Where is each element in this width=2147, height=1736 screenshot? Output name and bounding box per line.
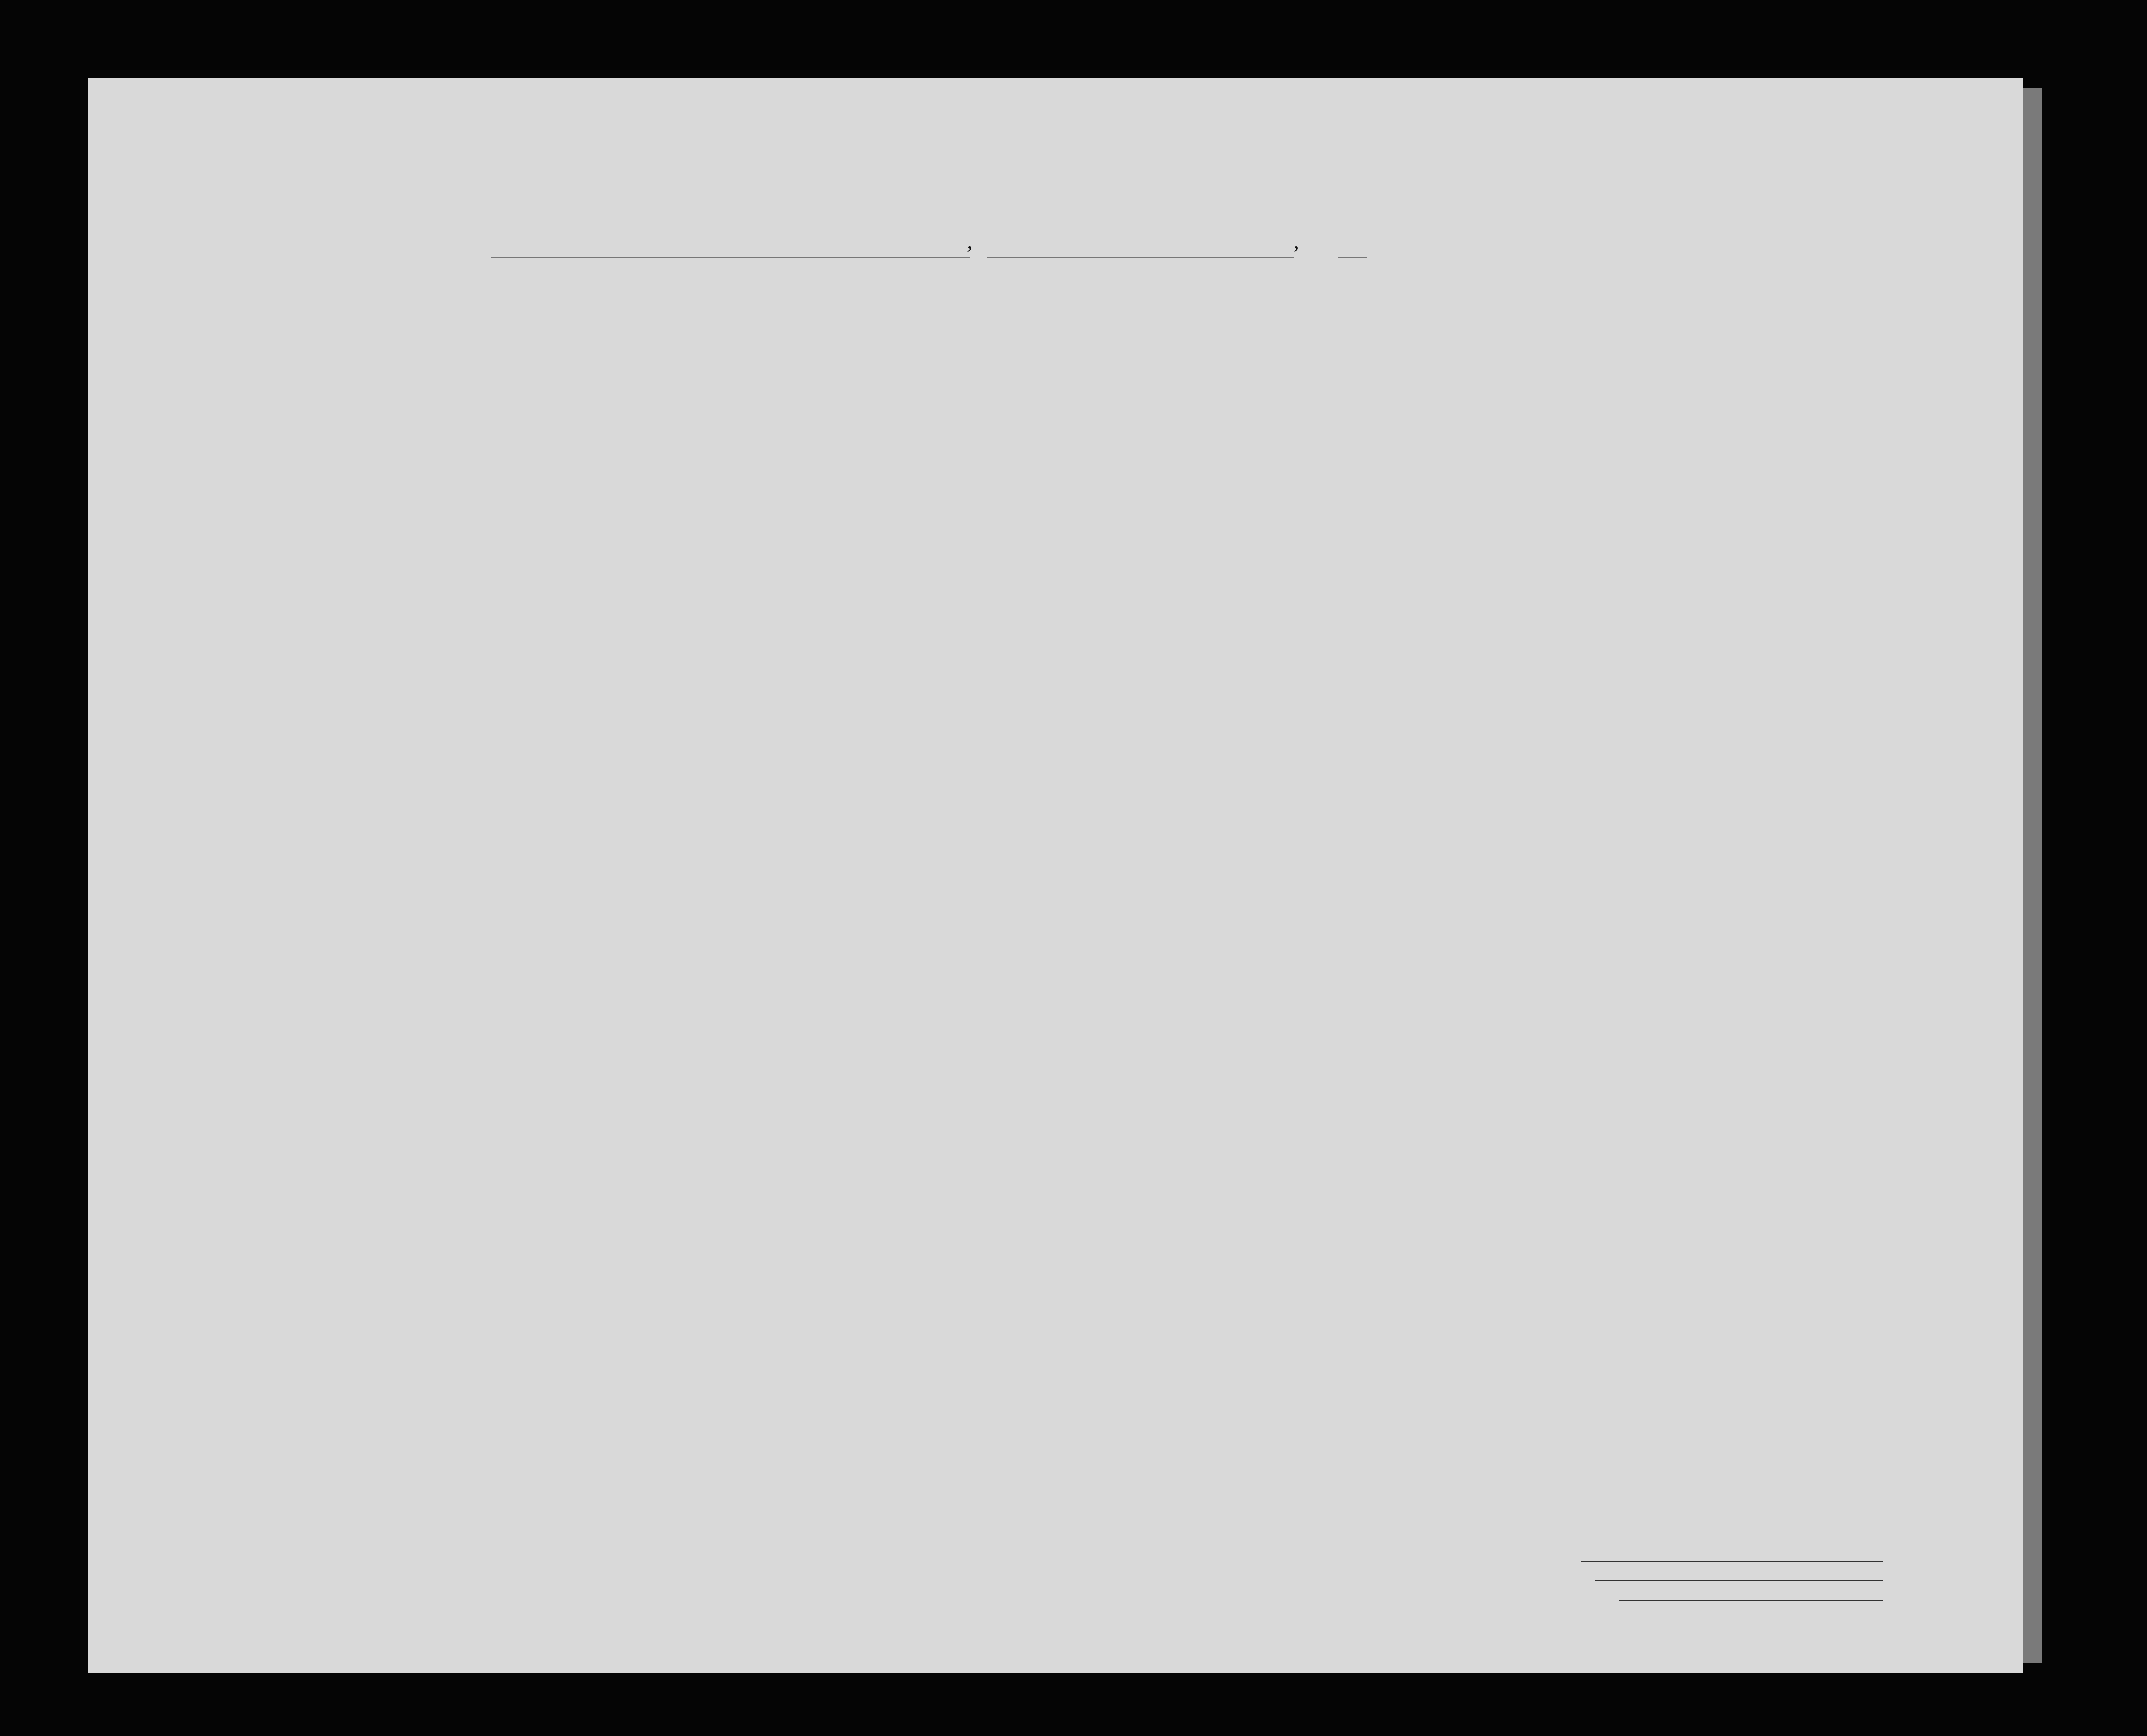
adjacent-page-edge: [2023, 88, 2042, 1663]
manifest-sheet: [88, 78, 2023, 1673]
